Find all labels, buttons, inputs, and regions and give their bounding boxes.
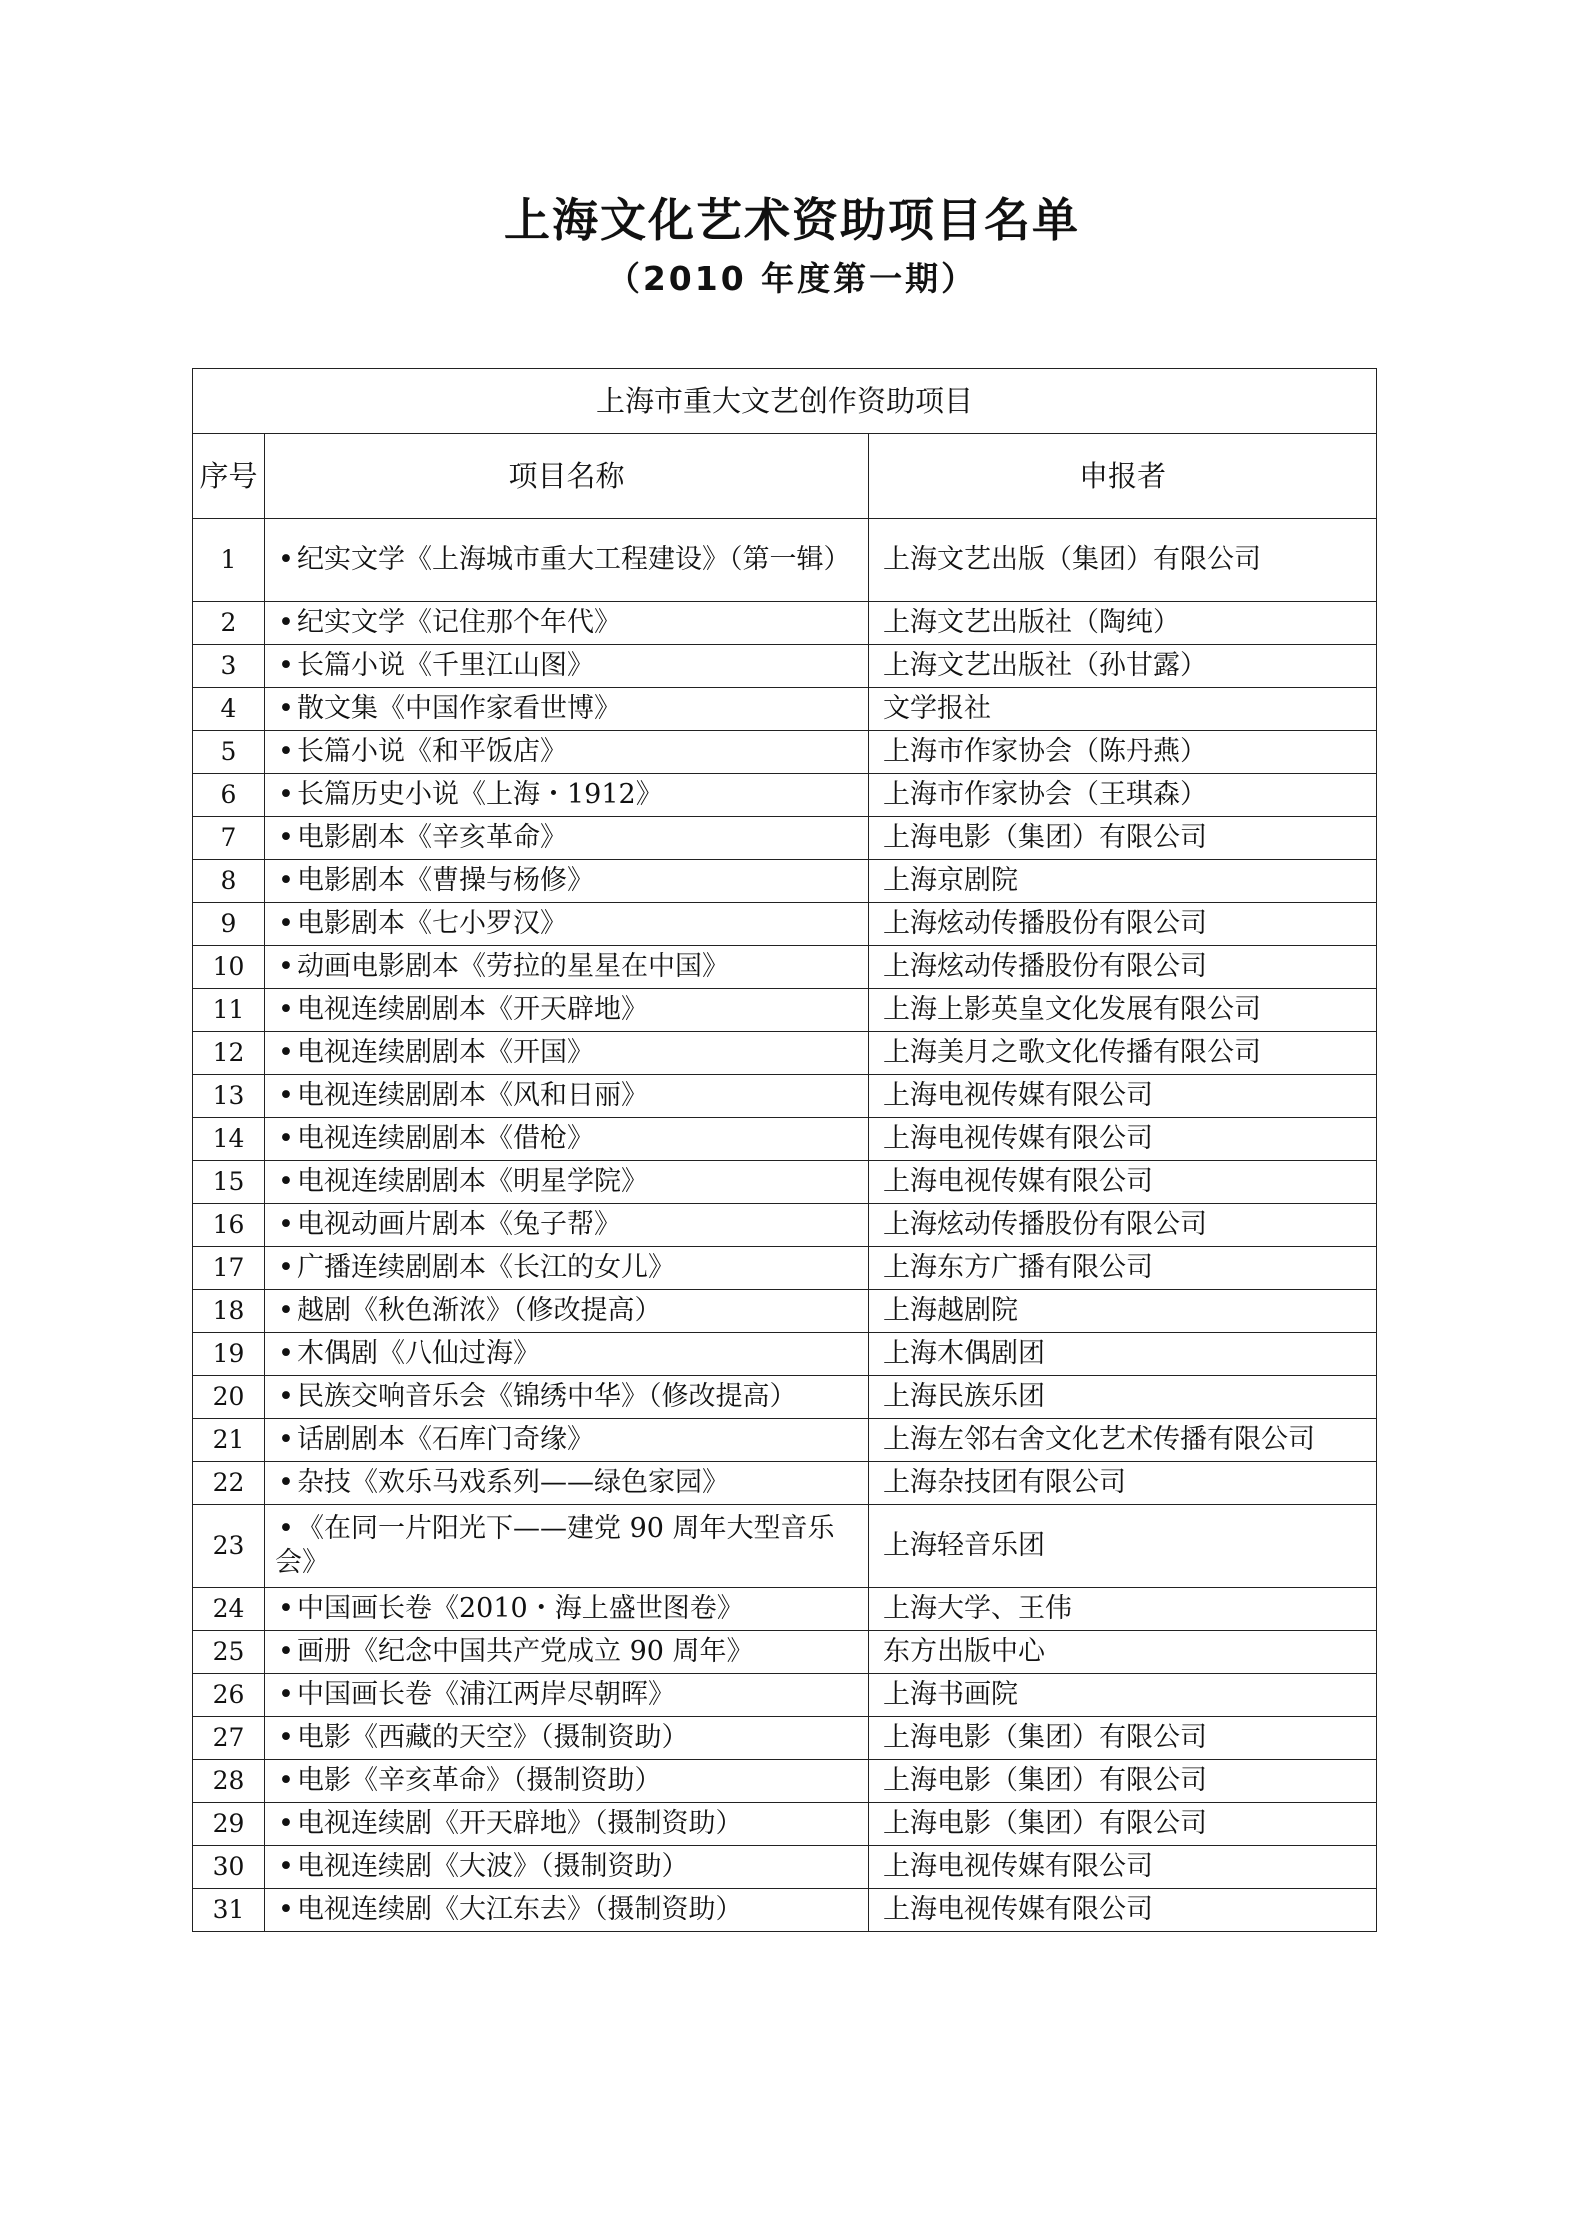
- grant-project-table: [192, 368, 1377, 1932]
- row-project-name: 散文集《中国作家看世博》: [297, 693, 621, 724]
- row-serial-number: 10: [193, 946, 265, 989]
- row-project-cell: [265, 1118, 869, 1161]
- row-serial-number: 16: [193, 1204, 265, 1247]
- table-row: [193, 1075, 1377, 1118]
- row-serial-number: 4: [193, 688, 265, 731]
- row-project-cell: [265, 1588, 869, 1631]
- table-row: [193, 1674, 1377, 1717]
- row-project-name: 电视连续剧《大波》（摄制资助）: [297, 1851, 689, 1882]
- row-project-name: 长篇小说《和平饭店》: [297, 736, 567, 767]
- row-project-cell: [265, 1462, 869, 1505]
- row-project-name: 电影《辛亥革命》（摄制资助）: [297, 1765, 662, 1796]
- table-row: [193, 1889, 1377, 1932]
- bullet-marker: •: [278, 650, 294, 681]
- row-applicant: 文学报社: [869, 688, 1377, 731]
- table-row: [193, 989, 1377, 1032]
- row-applicant: 上海电影（集团）有限公司: [869, 1717, 1377, 1760]
- row-project-cell: [265, 1846, 869, 1889]
- row-project-cell: [265, 688, 869, 731]
- bullet-marker: •: [278, 1722, 294, 1753]
- bullet-marker: •: [278, 1679, 294, 1710]
- row-project-cell: [265, 1376, 869, 1419]
- table-section-row: [193, 369, 1377, 434]
- row-project-name: 电视连续剧剧本《开天辟地》: [297, 994, 648, 1025]
- table-row: [193, 817, 1377, 860]
- row-project-name: 动画电影剧本《劳拉的星星在中国》: [297, 951, 729, 982]
- row-applicant: 上海电影（集团）有限公司: [869, 817, 1377, 860]
- row-applicant: 上海书画院: [869, 1674, 1377, 1717]
- row-project-name: 话剧剧本《石库门奇缘》: [297, 1424, 594, 1455]
- row-applicant: 上海炫动传播股份有限公司: [869, 946, 1377, 989]
- row-project-name: 民族交响音乐会《锦绣中华》（修改提高）: [297, 1381, 797, 1412]
- row-applicant: 上海文艺出版社（孙甘露）: [869, 645, 1377, 688]
- table-row: [193, 602, 1377, 645]
- row-project-cell: [265, 731, 869, 774]
- row-applicant: 上海文艺出版（集团）有限公司: [869, 519, 1377, 602]
- row-applicant: 上海东方广播有限公司: [869, 1247, 1377, 1290]
- row-applicant: 上海炫动传播股份有限公司: [869, 1204, 1377, 1247]
- row-serial-number: 21: [193, 1419, 265, 1462]
- row-project-cell: [265, 860, 869, 903]
- table-row: [193, 1118, 1377, 1161]
- bullet-marker: •: [278, 1080, 294, 1111]
- row-applicant: 东方出版中心: [869, 1631, 1377, 1674]
- row-project-name: 长篇小说《千里江山图》: [297, 650, 594, 681]
- row-serial-number: 6: [193, 774, 265, 817]
- row-project-cell: [265, 1631, 869, 1674]
- table-row: [193, 519, 1377, 602]
- row-applicant: 上海电影（集团）有限公司: [869, 1803, 1377, 1846]
- row-serial-number: 14: [193, 1118, 265, 1161]
- row-project-name: 电视动画片剧本《兔子帮》: [297, 1209, 621, 1240]
- bullet-marker: •: [278, 1593, 294, 1624]
- table-row: [193, 1505, 1377, 1588]
- bullet-marker: •: [278, 779, 294, 810]
- row-project-name: 电视连续剧《大江东去》（摄制资助）: [297, 1894, 743, 1925]
- row-applicant: 上海电视传媒有限公司: [869, 1075, 1377, 1118]
- row-serial-number: 11: [193, 989, 265, 1032]
- table-row: [193, 1290, 1377, 1333]
- row-applicant: 上海左邻右舍文化艺术传播有限公司: [869, 1419, 1377, 1462]
- row-project-cell: [265, 1674, 869, 1717]
- table-row: [193, 688, 1377, 731]
- row-project-name: 中国画长卷《2010・海上盛世图卷》: [297, 1593, 744, 1624]
- row-serial-number: 12: [193, 1032, 265, 1075]
- row-project-name: 电影剧本《辛亥革命》: [297, 822, 567, 853]
- table-row: [193, 774, 1377, 817]
- row-project-cell: [265, 1803, 869, 1846]
- row-project-cell: [265, 817, 869, 860]
- bullet-marker: •: [278, 693, 294, 724]
- row-applicant: 上海电视传媒有限公司: [869, 1161, 1377, 1204]
- row-serial-number: 1: [193, 519, 265, 602]
- row-serial-number: 17: [193, 1247, 265, 1290]
- row-project-cell: [265, 1333, 869, 1376]
- table-row: [193, 1032, 1377, 1075]
- bullet-marker: •: [278, 1209, 294, 1240]
- row-serial-number: 3: [193, 645, 265, 688]
- row-project-name: 电视连续剧剧本《开国》: [297, 1037, 594, 1068]
- row-project-cell: [265, 1161, 869, 1204]
- bullet-marker: •: [278, 1123, 294, 1154]
- row-applicant: 上海文艺出版社（陶纯）: [869, 602, 1377, 645]
- row-project-name: 电影《西藏的天空》（摄制资助）: [297, 1722, 689, 1753]
- row-serial-number: 2: [193, 602, 265, 645]
- bullet-marker: •: [278, 1424, 294, 1455]
- row-serial-number: 15: [193, 1161, 265, 1204]
- row-serial-number: 26: [193, 1674, 265, 1717]
- table-row: [193, 1803, 1377, 1846]
- row-applicant: 上海民族乐团: [869, 1376, 1377, 1419]
- table-header-row: [193, 434, 1377, 519]
- bullet-marker: •: [278, 1894, 294, 1925]
- row-serial-number: 23: [193, 1505, 265, 1588]
- bullet-marker: •: [278, 951, 294, 982]
- table-row: [193, 946, 1377, 989]
- row-project-name: 电视连续剧剧本《风和日丽》: [297, 1080, 648, 1111]
- row-serial-number: 25: [193, 1631, 265, 1674]
- row-serial-number: 13: [193, 1075, 265, 1118]
- row-project-name: 木偶剧《八仙过海》: [297, 1338, 540, 1369]
- row-project-name: 杂技《欢乐马戏系列——绿色家园》: [297, 1467, 729, 1498]
- row-serial-number: 30: [193, 1846, 265, 1889]
- bullet-marker: •: [278, 1808, 294, 1839]
- row-project-cell: [265, 1032, 869, 1075]
- row-project-cell: [265, 903, 869, 946]
- row-project-name: 电视连续剧剧本《借枪》: [297, 1123, 594, 1154]
- row-project-cell: [265, 1717, 869, 1760]
- bullet-marker: •: [278, 1381, 294, 1412]
- row-project-name: 中国画长卷《浦江两岸尽朝晖》: [297, 1679, 675, 1710]
- table-row: [193, 1333, 1377, 1376]
- row-applicant: 上海炫动传播股份有限公司: [869, 903, 1377, 946]
- document-subtitle: （2010 年度第一期）: [606, 259, 978, 298]
- row-applicant: 上海电视传媒有限公司: [869, 1846, 1377, 1889]
- row-project-name: 广播连续剧剧本《长江的女儿》: [297, 1252, 675, 1283]
- bullet-marker: •: [278, 1252, 294, 1283]
- bullet-marker: •: [278, 822, 294, 853]
- bullet-marker: •: [278, 544, 294, 575]
- row-serial-number: 9: [193, 903, 265, 946]
- table-row: [193, 1376, 1377, 1419]
- bullet-marker: •: [278, 607, 294, 638]
- row-project-cell: [265, 1419, 869, 1462]
- row-project-name: 画册《纪念中国共产党成立 90 周年》: [297, 1636, 754, 1667]
- table-row: [193, 1462, 1377, 1505]
- row-project-name: 纪实文学《记住那个年代》: [297, 607, 621, 638]
- row-serial-number: 20: [193, 1376, 265, 1419]
- row-applicant: 上海电影（集团）有限公司: [869, 1760, 1377, 1803]
- row-project-name: 越剧《秋色渐浓》（修改提高）: [297, 1295, 662, 1326]
- table-row: [193, 1204, 1377, 1247]
- table-row: [193, 1161, 1377, 1204]
- table-row: [193, 731, 1377, 774]
- row-project-cell: [265, 1760, 869, 1803]
- row-applicant: 上海电视传媒有限公司: [869, 1118, 1377, 1161]
- row-project-cell: [265, 774, 869, 817]
- row-serial-number: 27: [193, 1717, 265, 1760]
- bullet-marker: •: [278, 908, 294, 939]
- row-project-cell: [265, 989, 869, 1032]
- header-applicant: 申报者: [869, 434, 1377, 519]
- table-row: [193, 1846, 1377, 1889]
- header-project-name: 项目名称: [265, 434, 869, 519]
- bullet-marker: •: [278, 736, 294, 767]
- row-serial-number: 22: [193, 1462, 265, 1505]
- row-project-cell: [265, 946, 869, 989]
- row-applicant: 上海市作家协会（王琪森）: [869, 774, 1377, 817]
- table-row: [193, 903, 1377, 946]
- row-project-name: 电视连续剧剧本《明星学院》: [297, 1166, 648, 1197]
- table-row: [193, 1760, 1377, 1803]
- row-project-name: 电视连续剧《开天辟地》（摄制资助）: [297, 1808, 743, 1839]
- row-serial-number: 5: [193, 731, 265, 774]
- bullet-marker: •: [278, 1851, 294, 1882]
- row-project-name: 长篇历史小说《上海・1912》: [297, 779, 663, 810]
- row-applicant: 上海越剧院: [869, 1290, 1377, 1333]
- row-serial-number: 28: [193, 1760, 265, 1803]
- table-body: [193, 519, 1377, 1932]
- bullet-marker: •: [278, 1467, 294, 1498]
- row-applicant: 上海京剧院: [869, 860, 1377, 903]
- row-project-name: 纪实文学《上海城市重大工程建设》（第一辑）: [297, 544, 851, 575]
- table-row: [193, 860, 1377, 903]
- bullet-marker: •: [278, 1338, 294, 1369]
- row-applicant: 上海大学、王伟: [869, 1588, 1377, 1631]
- row-project-cell: [265, 1204, 869, 1247]
- table-row: [193, 1247, 1377, 1290]
- table-row: [193, 1631, 1377, 1674]
- row-applicant: 上海木偶剧团: [869, 1333, 1377, 1376]
- header-serial-number: 序号: [193, 434, 265, 519]
- bullet-marker: •: [278, 1295, 294, 1326]
- row-project-cell: [265, 519, 869, 602]
- row-serial-number: 18: [193, 1290, 265, 1333]
- row-serial-number: 24: [193, 1588, 265, 1631]
- row-project-name: 电影剧本《曹操与杨修》: [297, 865, 594, 896]
- section-title: 上海市重大文艺创作资助项目: [193, 369, 1377, 434]
- bullet-marker: •: [278, 1166, 294, 1197]
- row-project-cell: [265, 602, 869, 645]
- table-row: [193, 1419, 1377, 1462]
- row-serial-number: 29: [193, 1803, 265, 1846]
- row-project-cell: [265, 1075, 869, 1118]
- table-row: [193, 1588, 1377, 1631]
- bullet-marker: •: [278, 865, 294, 896]
- bullet-marker: •: [278, 1636, 294, 1667]
- row-applicant: 上海美月之歌文化传播有限公司: [869, 1032, 1377, 1075]
- table-row: [193, 1717, 1377, 1760]
- table-row: [193, 645, 1377, 688]
- row-serial-number: 31: [193, 1889, 265, 1932]
- row-project-name: 《在同一片阳光下——建党 90 周年大型音乐会》: [275, 1513, 835, 1578]
- document-title: 上海文化艺术资助项目名单: [504, 193, 1080, 247]
- row-applicant: 上海电视传媒有限公司: [869, 1889, 1377, 1932]
- row-project-cell: [265, 1290, 869, 1333]
- row-applicant: 上海轻音乐团: [869, 1505, 1377, 1588]
- row-applicant: 上海市作家协会（陈丹燕）: [869, 731, 1377, 774]
- row-project-name: 电影剧本《七小罗汉》: [297, 908, 567, 939]
- row-project-cell: [265, 1247, 869, 1290]
- row-applicant: 上海上影英皇文化发展有限公司: [869, 989, 1377, 1032]
- row-project-cell: [265, 1505, 869, 1588]
- row-serial-number: 19: [193, 1333, 265, 1376]
- bullet-marker: •: [278, 1037, 294, 1068]
- row-applicant: 上海杂技团有限公司: [869, 1462, 1377, 1505]
- bullet-marker: •: [278, 994, 294, 1025]
- row-project-cell: [265, 645, 869, 688]
- bullet-marker: •: [278, 1513, 294, 1544]
- row-serial-number: 7: [193, 817, 265, 860]
- row-serial-number: 8: [193, 860, 265, 903]
- row-project-cell: [265, 1889, 869, 1932]
- bullet-marker: •: [278, 1765, 294, 1796]
